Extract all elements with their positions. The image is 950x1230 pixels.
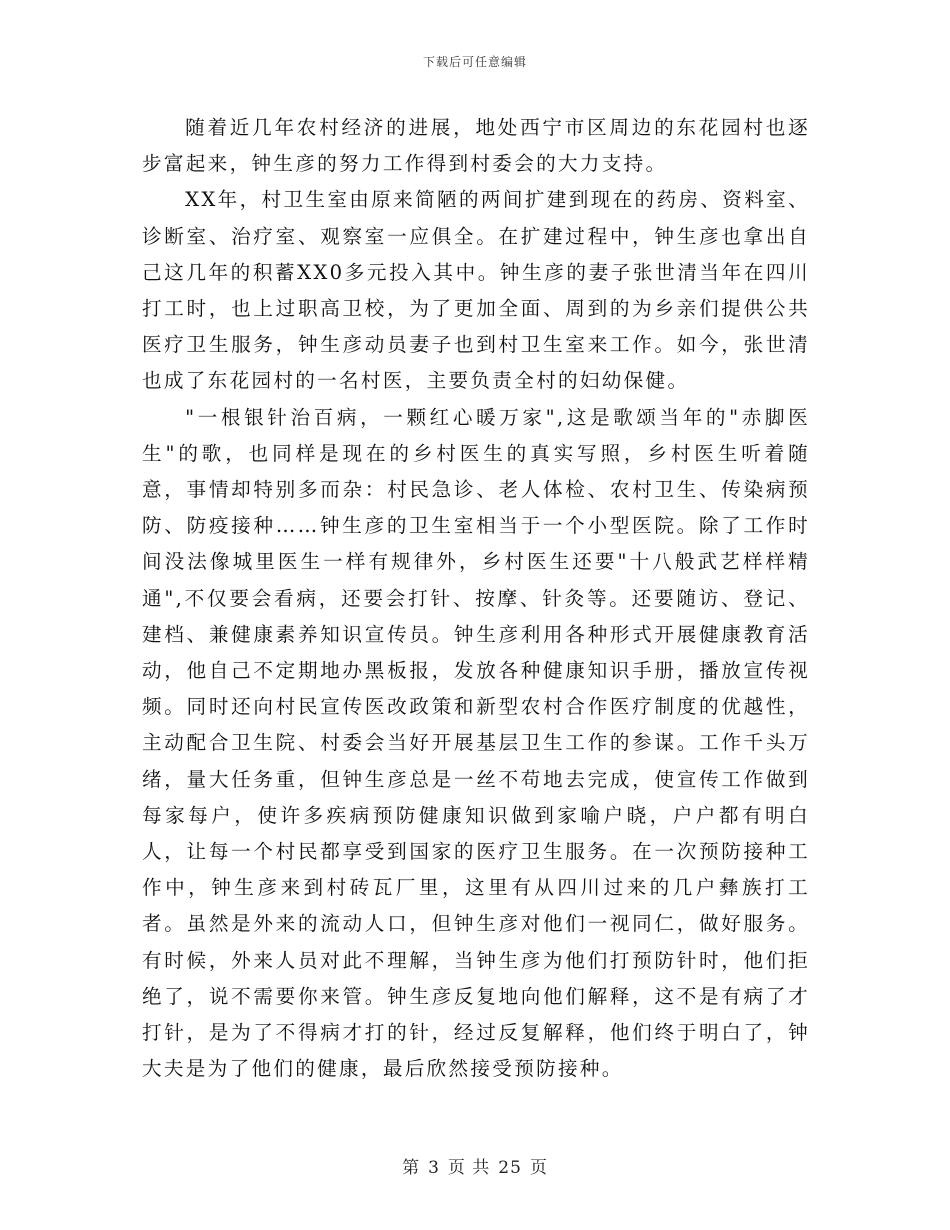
current-page-number: 3 xyxy=(428,1158,440,1178)
body-text xyxy=(142,110,810,1087)
footer-prefix: 第 xyxy=(402,1158,421,1178)
total-pages-number: 25 xyxy=(498,1158,522,1178)
page-footer xyxy=(0,1153,950,1178)
paragraph-2: XX年，村卫生室由原来简陋的两间扩建到现在的药房、资料室、诊断室、治疗室、观察室一应俱全。在扩建过程中，钟生彦也拿出自己这几年的积蓄XX0多元投入其中。钟生彦的妻子张世清当年在四川打工时，也上过职高卫校，为了更加全面、周到的为乡亲们提供公共医疗卫生服务，钟生彦动员妻子也到村卫生室来工作。如今，张世清也成了东花园村的一名村医，主要负责全村的妇幼保健。 xyxy=(142,188,810,393)
footer-middle: 页 共 xyxy=(447,1158,491,1178)
footer-suffix: 页 xyxy=(529,1158,548,1178)
page-header: 下载后可任意编辑 xyxy=(422,55,527,69)
paragraph-3: "一根银针治百病，一颗红心暖万家",这是歌颂当年的"赤脚医生"的歌，也同样是现在的乡村医生的真实写照，乡村医生听着随意，事情却特别多而杂：村民急诊、老人体检、农村卫生、传染病预防、防疫接种……钟生彦的卫生室相当于一个小型医院。除了工作时间没法像城里医生一样有规律外，乡村医生还要"十八般武艺样样精通",不仅要会看病，还要会打针、按摩、针灸等。还要随访、登记、建档、兼健康素养知识宣传员。钟生彦利用各种形式开展健康教育活动，他自己不定期地办黑板报，发放各种健康知识手册，播放宣传视频。同时还向村民宣传医改政策和新型农村合作医疗制度的优越性，主动配合卫生院、村委会当好开展基层卫生工作的参谋。工作千头万绪，量大任务重，但钟生彦总是一丝不苟地去完成，使宣传工作做到每家每户，使许多疾病预防健康知识做到家喻户晓，户户都有明白人，让每一个村民都享受到国家的医疗卫生服务。在一次预防接种工作中，钟生彦来到村砖瓦厂里，这里有从四川过来的几户彝族打工者。虽然是外来的流动人口，但钟生彦对他们一视同仁，做好服务。有时候，外来人员对此不理解，当钟生彦为他们打预防针时，他们拒绝了，说不需要你来管。钟生彦反复地向他们解释，这不是有病了才打针，是为了不得病才打的针，经过反复解释，他们终于明白了，钟大夫是为了他们的健康，最后欣然接受预防接种。 xyxy=(142,405,810,1081)
paragraph-1: 随着近几年农村经济的进展，地处西宁市区周边的东花园村也逐步富起来，钟生彦的努力工作得到村委会的大力支持。 xyxy=(142,116,810,176)
